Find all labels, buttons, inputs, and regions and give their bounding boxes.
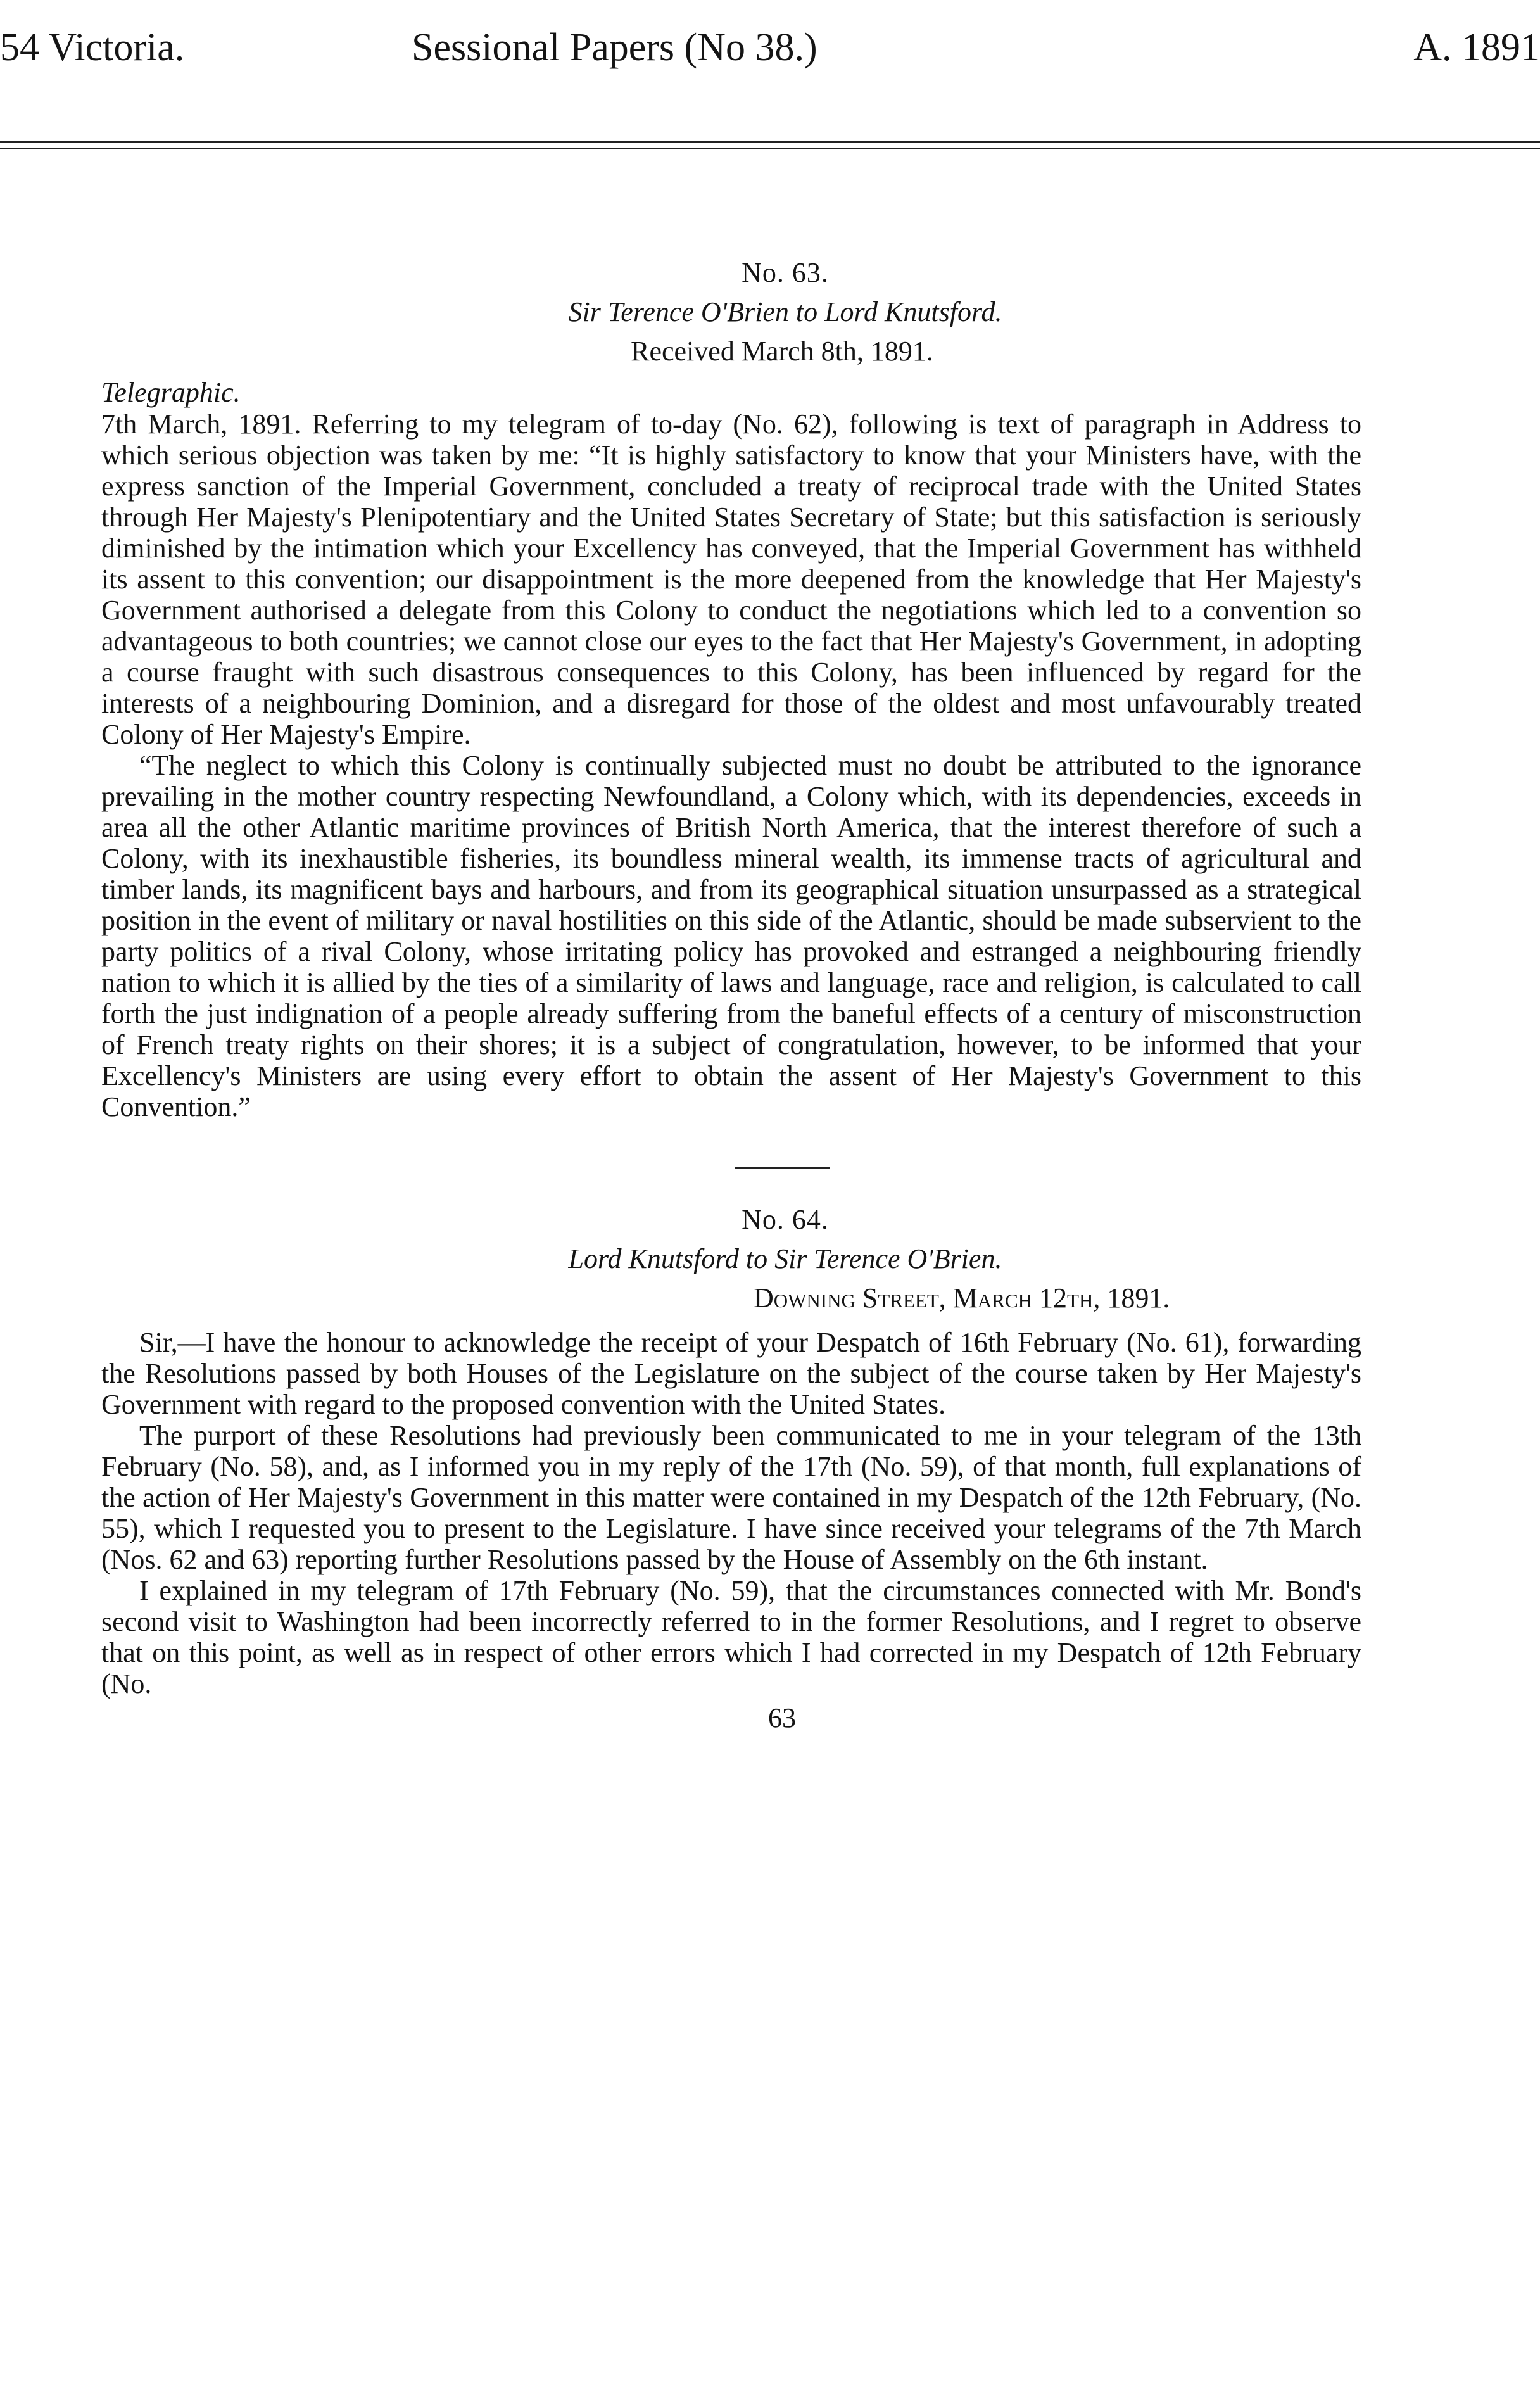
letter-64-body — [101, 1327, 1361, 1699]
letter-heading: Lord Knutsford to Sir Terence O'Brien. — [568, 1243, 1002, 1274]
letter-heading: Sir Terence O'Brien to Lord Knutsford. — [568, 296, 1002, 327]
paragraph: I explained in my telegram of 17th February (No. 59), that the circumstances connected with Mr. Bond's second visit to Washington had been incorrectly referred to in the former Resolutions, and I regret to observe that on this point, as well as in respect of other errors which I had corrected in my Despatch of 12th February (No. — [101, 1575, 1361, 1699]
header-title: Sessional Papers (No 38.) — [412, 26, 817, 69]
letter-number: No. 63. — [742, 257, 829, 288]
letter-63-head — [101, 253, 1361, 371]
header-year: A. 1891 — [1413, 26, 1540, 69]
paragraph: “The neglect to which this Colony is continually subjected must no doubt be attributed to the ignorance prevailing in the mother country respecting Newfoundland, a Colony which, with its dependencies, exceeds in area all the other Atlantic maritime provinces of British North America, that the interest therefore of such a Colony, with its inexhaustible fisheries, its boundless mineral wealth, its immense tracts of agricultural and timber lands, its magnificent bays and harbours, and from its geographical situation unsurpassed as a strategical position in the event of military or naval hostilities on this side of the Atlantic, should be made subservient to the party politics of a rival Colony, whose irritating policy has provoked and estranged a neighbouring friendly nation to which it is allied by the ties of a similarity of laws and language, race and religion, is calculated to call forth the just indignation of a people already suffering from the baneful effects of a century of misconstruction of French treaty rights on their shores; it is a subject of congratulation, however, to be informed that your Excellency's Ministers are using every effort to obtain the assent of Her Majesty's Government to this Convention.” — [101, 750, 1361, 1122]
letter-64 — [101, 1200, 1361, 1699]
header-double-rule — [0, 141, 1540, 149]
page-number: 63 — [768, 1702, 796, 1733]
page-body — [101, 253, 1361, 1734]
letter-63-body — [101, 408, 1361, 1122]
letter-64-head — [101, 1200, 1361, 1318]
letter-63 — [101, 253, 1361, 1122]
dateline: Downing Street, March 12th, 1891. — [754, 1282, 1170, 1314]
telegraphic-label: Telegraphic. — [101, 377, 241, 408]
paragraph: 7th March, 1891. Referring to my telegram of to-day (No. 62), following is text of paragraph in Address to which serious objection was taken by me: “It is highly satisfactory to know that your Ministers have, with the express sanction of the Imperial Government, concluded a treaty of reciprocal trade with the United States through Her Majesty's Plenipotentiary and the United States Secretary of State; but this satisfaction is seriously diminished by the intimation which your Excellency has conveyed, that the Imperial Government has withheld its assent to this convention; our disappointment is the more deepened from the knowledge that Her Majesty's Government authorised a delegate from this Colony to conduct the negotiations which led to a convention so advantageous to both countries; we cannot close our eyes to the fact that Her Majesty's Government, in adopting a course fraught with such disastrous consequences to this Colony, has been influenced by regard for the interests of a neighbouring Dominion, and a disregard for those of the oldest and most unfavourably treated Colony of Her Majesty's Empire. — [101, 408, 1361, 750]
section-divider — [735, 1167, 830, 1168]
received-date: Received March 8th, 1891. — [631, 336, 933, 367]
running-header — [0, 0, 1540, 76]
paragraph: Sir,—I have the honour to acknowledge the receipt of your Despatch of 16th February (No. 61), forwarding the Resolutions passed by both Houses of the Legislature on the subject of the course taken by Her Majesty's Government with regard to the proposed convention with the United States. — [101, 1327, 1361, 1420]
header-session: 54 Victoria. — [0, 26, 185, 69]
letter-number: No. 64. — [742, 1204, 829, 1235]
paragraph: The purport of these Resolutions had previously been communicated to me in your telegram of the 13th February (No. 58), and, as I informed you in my reply of the 17th (No. 59), of that month, full explanations of the action of Her Majesty's Government in this matter were contained in my Despatch of the 12th February, (No. 55), which I requested you to present to the Legislature. I have since received your telegrams of the 7th March (Nos. 62 and 63) reporting further Resolutions passed by the House of Assembly on the 6th instant. — [101, 1420, 1361, 1575]
